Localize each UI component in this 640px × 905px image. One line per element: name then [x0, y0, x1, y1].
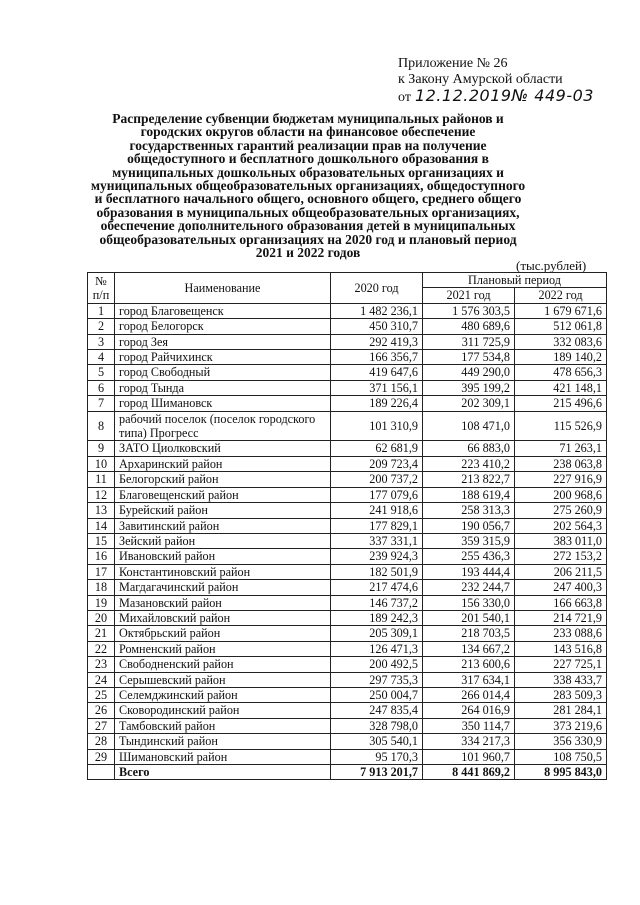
total-label: Всего: [115, 765, 331, 780]
row-number: 15: [88, 533, 115, 548]
row-name: ЗАТО Циолковский: [115, 441, 331, 456]
row-name: Белогорский район: [115, 472, 331, 487]
row-number: 13: [88, 503, 115, 518]
row-2021: 188 619,4: [423, 487, 515, 502]
row-2021: 156 330,0: [423, 595, 515, 610]
row-2022: 227 725,1: [515, 657, 607, 672]
table-row: [88, 380, 607, 395]
table-body: [88, 303, 607, 764]
row-number: 27: [88, 718, 115, 733]
row-2022: 421 148,1: [515, 380, 607, 395]
table-row: [88, 396, 607, 411]
row-2022: 275 260,9: [515, 503, 607, 518]
row-2022: 281 284,1: [515, 703, 607, 718]
row-2021: 258 313,3: [423, 503, 515, 518]
row-number: 26: [88, 703, 115, 718]
table-row: [88, 350, 607, 365]
table-row: [88, 319, 607, 334]
row-2020: 419 647,6: [331, 365, 423, 380]
row-2022: 373 219,6: [515, 718, 607, 733]
row-2022: 202 564,3: [515, 518, 607, 533]
row-2020: 305 540,1: [331, 734, 423, 749]
row-name: город Тында: [115, 380, 331, 395]
row-2020: 189 242,3: [331, 610, 423, 625]
row-number: 6: [88, 380, 115, 395]
row-name: Зейский район: [115, 533, 331, 548]
row-2020: 1 482 236,1: [331, 303, 423, 318]
row-number: 18: [88, 580, 115, 595]
row-2022: 189 140,2: [515, 350, 607, 365]
row-2021: 223 410,2: [423, 456, 515, 471]
row-2020: 239 924,3: [331, 549, 423, 564]
row-name: город Благовещенск: [115, 303, 331, 318]
row-2022: 166 663,8: [515, 595, 607, 610]
row-2021: 66 883,0: [423, 441, 515, 456]
header-name: Наименование: [115, 273, 331, 304]
row-2021: 266 014,4: [423, 687, 515, 702]
row-number: 16: [88, 549, 115, 564]
row-number: 25: [88, 687, 115, 702]
table-row: [88, 549, 607, 564]
row-name: город Шимановск: [115, 396, 331, 411]
row-2020: 126 471,3: [331, 641, 423, 656]
row-2021: 108 471,0: [423, 411, 515, 441]
row-number: 19: [88, 595, 115, 610]
row-2022: 478 656,3: [515, 365, 607, 380]
total-row: [88, 765, 607, 780]
row-2022: 356 330,9: [515, 734, 607, 749]
table-row: [88, 441, 607, 456]
row-number: 2: [88, 319, 115, 334]
appendix-date-line: [398, 88, 594, 106]
row-2022: 233 088,6: [515, 626, 607, 641]
table-row: [88, 703, 607, 718]
header-2020: 2020 год: [331, 273, 423, 304]
row-name: Архаринский район: [115, 456, 331, 471]
row-2022: 115 526,9: [515, 411, 607, 441]
subvention-table: [87, 272, 607, 780]
header-2021: 2021 год: [423, 288, 515, 303]
row-2022: 247 400,3: [515, 580, 607, 595]
row-2022: 215 496,6: [515, 396, 607, 411]
row-2021: 202 309,1: [423, 396, 515, 411]
row-2020: 200 737,2: [331, 472, 423, 487]
row-number: 21: [88, 626, 115, 641]
total-2021: 8 441 869,2: [423, 765, 515, 780]
row-number: 12: [88, 487, 115, 502]
row-number: 24: [88, 672, 115, 687]
row-name: город Райчихинск: [115, 350, 331, 365]
row-name: Тындинский район: [115, 734, 331, 749]
row-2022: 200 968,6: [515, 487, 607, 502]
row-2021: 201 540,1: [423, 610, 515, 625]
table-row: [88, 734, 607, 749]
row-name: Селемджинский район: [115, 687, 331, 702]
table-row: [88, 303, 607, 318]
row-2020: 200 492,5: [331, 657, 423, 672]
row-2020: 250 004,7: [331, 687, 423, 702]
row-2022: 71 263,1: [515, 441, 607, 456]
table-row: [88, 657, 607, 672]
units-label: (тыс.рублей): [516, 258, 587, 273]
table-row: [88, 533, 607, 548]
row-2020: 450 310,7: [331, 319, 423, 334]
table-row: [88, 472, 607, 487]
row-name: город Зея: [115, 334, 331, 349]
row-2022: 283 509,3: [515, 687, 607, 702]
header-num: № п/п: [88, 273, 115, 304]
row-2022: 1 679 671,6: [515, 303, 607, 318]
row-2020: 328 798,0: [331, 718, 423, 733]
row-name: Серышевский район: [115, 672, 331, 687]
row-2021: 213 822,7: [423, 472, 515, 487]
row-name: город Свободный: [115, 365, 331, 380]
row-number: 17: [88, 564, 115, 579]
table-row: [88, 610, 607, 625]
row-2021: 480 689,6: [423, 319, 515, 334]
row-2020: 297 735,3: [331, 672, 423, 687]
row-name: Октябрьский район: [115, 626, 331, 641]
row-2021: 449 290,0: [423, 365, 515, 380]
row-name: Сковородинский район: [115, 703, 331, 718]
row-2021: 350 114,7: [423, 718, 515, 733]
row-2022: 227 916,9: [515, 472, 607, 487]
row-number: 7: [88, 396, 115, 411]
row-2021: 1 576 303,5: [423, 303, 515, 318]
row-2020: 292 419,3: [331, 334, 423, 349]
row-2021: 134 667,2: [423, 641, 515, 656]
row-name: Благовещенский район: [115, 487, 331, 502]
row-number: 11: [88, 472, 115, 487]
row-2021: 317 634,1: [423, 672, 515, 687]
row-name: Михайловский район: [115, 610, 331, 625]
table-row: [88, 365, 607, 380]
row-2021: 255 436,3: [423, 549, 515, 564]
row-2022: 383 011,0: [515, 533, 607, 548]
row-number: 10: [88, 456, 115, 471]
row-number: 3: [88, 334, 115, 349]
row-name: Ромненский район: [115, 641, 331, 656]
row-number: 8: [88, 411, 115, 441]
table-row: [88, 411, 607, 441]
row-number: 4: [88, 350, 115, 365]
handwritten-date-signature: 12.12.2019№ 449-03: [414, 86, 594, 105]
row-2020: 205 309,1: [331, 626, 423, 641]
row-2020: 182 501,9: [331, 564, 423, 579]
document-title: Распределение субвенции бюджетам муниципальных районов и городских округов области на финансовое обеспечение государственных гарантий реализации прав на получение общедоступного и бесплатного дошкольного образования в муниципальных дошкольных образовательных организациях и муниципальных общеобразовательных организациях, общедоступного и бесплатного начального общего, основного общего, среднего общего образования в муниципальных общеобразовательных организациях, обеспечение дополнительного образования детей в муниципальных общеобразовательных организациях на 2020 год и плановый период 2021 и 2022 годов: [90, 111, 526, 261]
row-2021: 193 444,4: [423, 564, 515, 579]
table-row: [88, 672, 607, 687]
row-name: Ивановский район: [115, 549, 331, 564]
row-2021: 264 016,9: [423, 703, 515, 718]
row-number: 22: [88, 641, 115, 656]
row-2022: 238 063,8: [515, 456, 607, 471]
table-row: [88, 718, 607, 733]
row-number: 29: [88, 749, 115, 764]
row-2022: 332 083,6: [515, 334, 607, 349]
row-2021: 218 703,5: [423, 626, 515, 641]
row-2021: 213 600,6: [423, 657, 515, 672]
table-row: [88, 749, 607, 764]
row-2022: 338 433,7: [515, 672, 607, 687]
row-number: 1: [88, 303, 115, 318]
table-row: [88, 626, 607, 641]
row-2022: 143 516,8: [515, 641, 607, 656]
row-2021: 359 315,9: [423, 533, 515, 548]
row-number: 9: [88, 441, 115, 456]
row-name: Мазановский район: [115, 595, 331, 610]
appendix-number: Приложение № 26: [398, 56, 508, 71]
header-planned-period: Плановый период: [423, 273, 607, 288]
row-number: 28: [88, 734, 115, 749]
row-2021: 232 244,7: [423, 580, 515, 595]
row-2020: 177 079,6: [331, 487, 423, 502]
row-name: рабочий поселок (поселок городского типа) Прогресс: [115, 411, 331, 441]
appendix-date-prefix: от: [398, 90, 411, 105]
row-2022: 512 061,8: [515, 319, 607, 334]
header-row-1: [88, 273, 607, 288]
row-2021: 311 725,9: [423, 334, 515, 349]
total-num-cell: [88, 765, 115, 780]
row-2020: 209 723,4: [331, 456, 423, 471]
row-number: 23: [88, 657, 115, 672]
row-name: Магдагачинский район: [115, 580, 331, 595]
row-name: Константиновский район: [115, 564, 331, 579]
row-2022: 272 153,2: [515, 549, 607, 564]
row-number: 20: [88, 610, 115, 625]
row-2020: 217 474,6: [331, 580, 423, 595]
row-2020: 146 737,2: [331, 595, 423, 610]
row-2020: 241 918,6: [331, 503, 423, 518]
row-name: город Белогорск: [115, 319, 331, 334]
row-2020: 189 226,4: [331, 396, 423, 411]
table-row: [88, 334, 607, 349]
row-2020: 337 331,1: [331, 533, 423, 548]
row-2021: 177 534,8: [423, 350, 515, 365]
row-2022: 214 721,9: [515, 610, 607, 625]
row-2020: 166 356,7: [331, 350, 423, 365]
row-2021: 101 960,7: [423, 749, 515, 764]
table-row: [88, 595, 607, 610]
row-name: Свободненский район: [115, 657, 331, 672]
table-row: [88, 564, 607, 579]
row-2020: 371 156,1: [331, 380, 423, 395]
table-row: [88, 503, 607, 518]
appendix-law: к Закону Амурской области: [398, 72, 563, 87]
row-2020: 101 310,9: [331, 411, 423, 441]
row-2021: 395 199,2: [423, 380, 515, 395]
table-row: [88, 687, 607, 702]
row-2021: 190 056,7: [423, 518, 515, 533]
row-2020: 247 835,4: [331, 703, 423, 718]
header-2022: 2022 год: [515, 288, 607, 303]
row-2020: 62 681,9: [331, 441, 423, 456]
table-row: [88, 456, 607, 471]
total-2020: 7 913 201,7: [331, 765, 423, 780]
appendix-header: [398, 56, 594, 106]
row-name: Бурейский район: [115, 503, 331, 518]
table-row: [88, 487, 607, 502]
row-name: Шимановский район: [115, 749, 331, 764]
row-2020: 177 829,1: [331, 518, 423, 533]
table-row: [88, 580, 607, 595]
row-2022: 108 750,5: [515, 749, 607, 764]
row-number: 14: [88, 518, 115, 533]
table-row: [88, 518, 607, 533]
row-2021: 334 217,3: [423, 734, 515, 749]
row-2020: 95 170,3: [331, 749, 423, 764]
row-number: 5: [88, 365, 115, 380]
row-name: Тамбовский район: [115, 718, 331, 733]
row-name: Завитинский район: [115, 518, 331, 533]
row-2022: 206 211,5: [515, 564, 607, 579]
table-row: [88, 641, 607, 656]
total-2022: 8 995 843,0: [515, 765, 607, 780]
